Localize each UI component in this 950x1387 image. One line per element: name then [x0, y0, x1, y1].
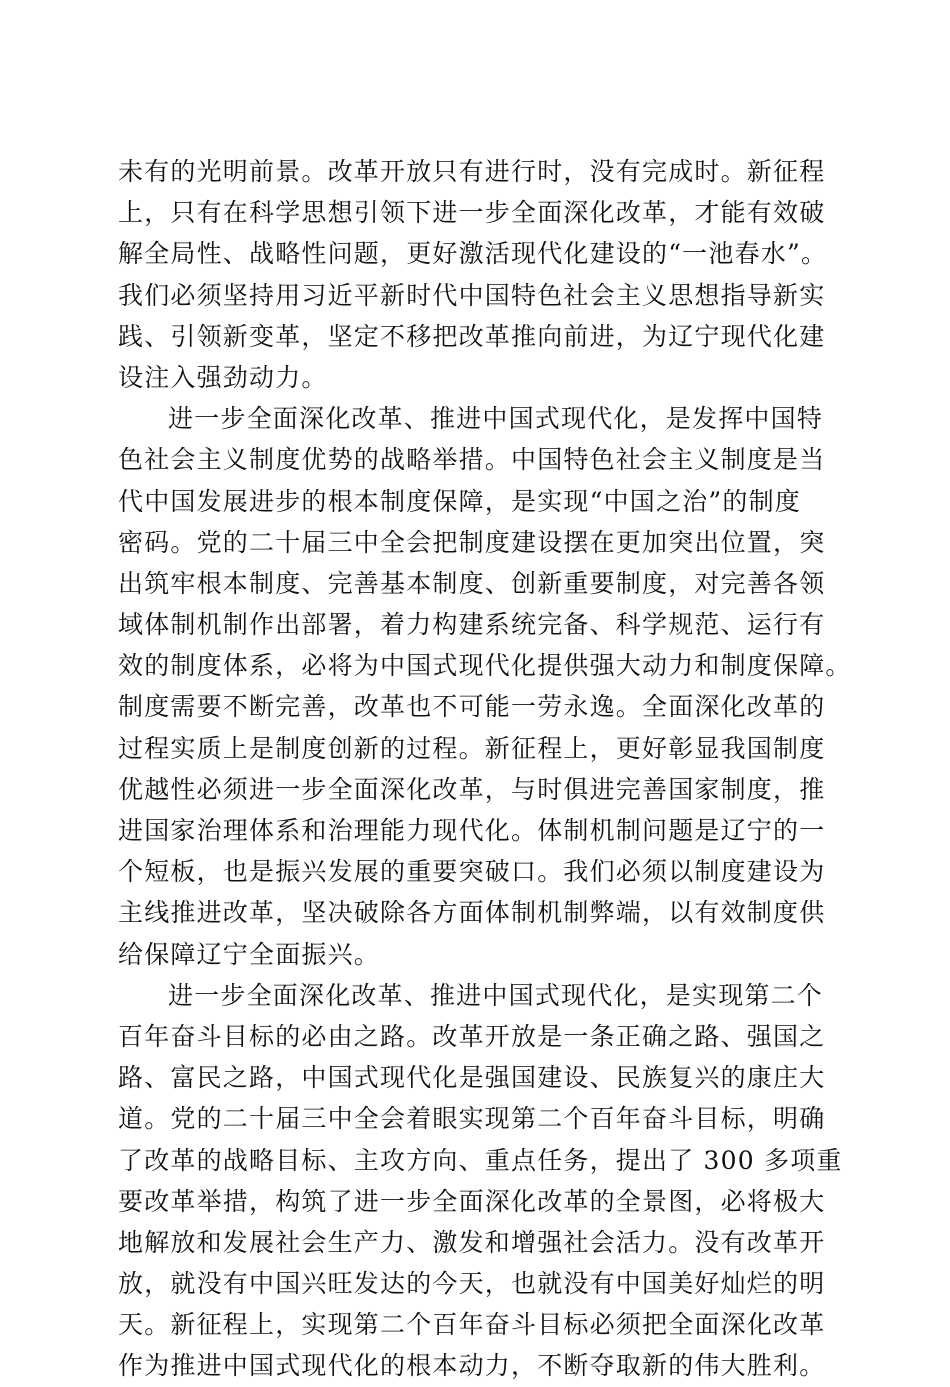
text-line: 出筑牢根本制度、完善基本制度、创新重要制度，对完善各领: [118, 568, 826, 598]
paragraph-2: [118, 398, 858, 975]
text-line: 代中国发展进步的根本制度保障，是实现“中国之治”的制度: [118, 486, 801, 516]
text-line: 地解放和发展社会生产力、激发和增强社会活力。没有改革开: [118, 1227, 826, 1257]
text-line: 制度需要不断完善，改革也不可能一劳永逸。全面深化改革的: [118, 692, 826, 722]
text-line: 优越性必须进一步全面深化改革，与时俱进完善国家制度，推: [118, 774, 826, 804]
text-line: 进一步全面深化改革、推进中国式现代化，是实现第二个: [168, 980, 824, 1010]
text-line: 了改革的战略目标、主攻方向、重点任务，提出了 300 多项重: [118, 1145, 843, 1175]
text-line: 践、引领新变革，坚定不移把改革推向前进，为辽宁现代化建: [118, 321, 826, 351]
text-line: 作为推进中国式现代化的根本动力，不断夺取新的伟大胜利。: [118, 1351, 826, 1381]
text-line: 路、富民之路，中国式现代化是强国建设、民族复兴的康庄大: [118, 1063, 826, 1093]
text-line: 进一步全面深化改革、推进中国式现代化，是发挥中国特: [168, 404, 824, 434]
paragraph-3: [118, 975, 858, 1387]
text-line: 放，就没有中国兴旺发达的今天，也就没有中国美好灿烂的明: [118, 1269, 826, 1299]
text-line: 道。党的二十届三中全会着眼实现第二个百年奋斗目标，明确: [118, 1104, 826, 1134]
text-line: 上，只有在科学思想引领下进一步全面深化改革，才能有效破: [118, 198, 826, 228]
text-line: 未有的光明前景。改革开放只有进行时，没有完成时。新征程: [118, 157, 826, 186]
paragraph-1: [118, 151, 858, 398]
text-line: 密码。党的二十届三中全会把制度建设摆在更加突出位置，突: [118, 527, 826, 557]
text-line: 给保障辽宁全面振兴。: [118, 939, 381, 969]
text-line: 解全局性、战略性问题，更好激活现代化建设的“一池春水”。: [118, 239, 828, 269]
text-line: 天。新征程上，实现第二个百年奋斗目标必须把全面深化改革: [118, 1310, 826, 1340]
text-line: 个短板，也是振兴发展的重要突破口。我们必须以制度建设为: [118, 857, 826, 887]
text-line: 设注入强劲动力。: [118, 362, 328, 392]
text-line: 效的制度体系，必将为中国式现代化提供强大动力和制度保障。: [118, 651, 852, 681]
text-line: 过程实质上是制度创新的过程。新征程上，更好彰显我国制度: [118, 733, 826, 763]
text-line: 进国家治理体系和治理能力现代化。体制机制问题是辽宁的一: [118, 816, 826, 845]
text-line: 色社会主义制度优势的战略举措。中国特色社会主义制度是当: [118, 445, 826, 475]
text-line: 我们必须坚持用习近平新时代中国特色社会主义思想指导新实: [118, 280, 826, 310]
text-line: 主线推进改革，坚决破除各方面体制机制弊端，以有效制度供: [118, 898, 826, 928]
document-body: [118, 151, 858, 1387]
text-line: 域体制机制作出部署，着力构建系统完备、科学规范、运行有: [118, 610, 826, 640]
text-line: 百年奋斗目标的必由之路。改革开放是一条正确之路、强国之: [118, 1021, 826, 1051]
text-line: 要改革举措，构筑了进一步全面深化改革的全景图，必将极大: [118, 1186, 826, 1216]
